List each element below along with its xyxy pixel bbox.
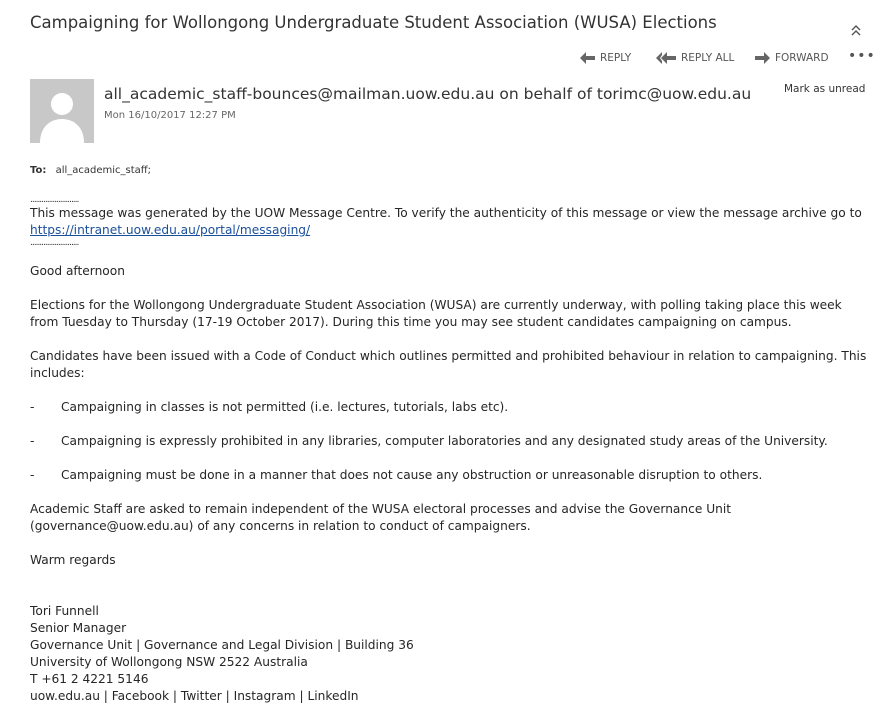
signature-phone: T +61 2 4221 5146	[30, 672, 149, 686]
reply-all-label: REPLY ALL	[681, 52, 735, 64]
signature-address: University of Wollongong NSW 2522 Australia	[30, 655, 308, 669]
separator-bottom: ..........................	[30, 238, 79, 248]
email-body	[30, 196, 870, 705]
list-item	[30, 433, 870, 450]
forward-label: FORWARD	[775, 52, 829, 64]
bullet-marker: -	[30, 400, 35, 414]
to-label: To:	[30, 165, 47, 176]
reply-all-arrow-icon	[656, 52, 676, 64]
list-item	[30, 467, 870, 484]
person-silhouette-icon	[30, 79, 94, 143]
to-recipient-value[interactable]: all_academic_staff;	[55, 165, 152, 176]
reply-all-button[interactable]	[656, 52, 734, 64]
reply-arrow-icon	[580, 52, 595, 64]
list-item	[30, 399, 870, 416]
message-archive-link[interactable]: https://intranet.uow.edu.au/portal/messaging/	[30, 223, 311, 237]
more-actions-button[interactable]	[848, 48, 876, 64]
double-chevron-up-icon	[851, 24, 861, 36]
signature-title: Senior Manager	[30, 621, 127, 635]
paragraph-elections: Elections for the Wollongong Undergraduate Student Association (WUSA) are currently underway, with polling taking place this week from Tuesday to Thursday (17-19 October 2017). During this time you may see student candidates campaigning on campus.	[30, 298, 842, 329]
signature-unit: Governance Unit | Governance and Legal Division | Building 36	[30, 638, 414, 652]
greeting: Good afternoon	[30, 264, 125, 278]
reply-label: REPLY	[600, 52, 632, 64]
bullet-text: Campaigning must be done in a manner that does not cause any obstruction or unreasonable disruption to others.	[61, 468, 763, 482]
closing: Warm regards	[30, 553, 116, 567]
bullet-text: Campaigning in classes is not permitted (i.e. lectures, tutorials, labs etc).	[61, 400, 509, 414]
reply-button[interactable]	[580, 52, 631, 64]
signature-name: Tori Funnell	[30, 604, 99, 618]
forward-button[interactable]	[755, 52, 829, 64]
signature-links: uow.edu.au | Facebook | Twitter | Instagram | LinkedIn	[30, 689, 359, 703]
bullet-marker: -	[30, 468, 35, 482]
notice-text: This message was generated by the UOW Message Centre. To verify the authenticity of this message or view the message archive go to	[30, 206, 862, 220]
to-recipients	[30, 165, 151, 176]
sender-avatar	[30, 79, 94, 143]
forward-arrow-icon	[755, 52, 770, 64]
separator-top: ..........................	[30, 195, 79, 205]
sender-line: all_academic_staff-bounces@mailman.uow.edu.au on behalf of torimc@uow.edu.au	[104, 85, 752, 103]
email-subject: Campaigning for Wollongong Undergraduate Student Association (WUSA) Elections	[30, 13, 717, 32]
sent-date: Mon 16/10/2017 12:27 PM	[104, 110, 236, 121]
bullet-marker: -	[30, 434, 35, 448]
bullet-text: Campaigning is expressly prohibited in any libraries, computer laboratories and any designated study areas of the University.	[61, 434, 828, 448]
paragraph-code-of-conduct: Candidates have been issued with a Code of Conduct which outlines permitted and prohibited behaviour in relation to campaigning. This includes:	[30, 349, 867, 380]
signature-block	[30, 603, 870, 705]
paragraph-academic-staff: Academic Staff are asked to remain independent of the WUSA electoral processes and advise the Governance Unit (governance@uow.edu.au) of any concerns in relation to conduct of campaigners.	[30, 502, 731, 533]
more-dots-icon: •••	[848, 48, 876, 64]
collapse-header-button[interactable]	[848, 24, 864, 42]
mark-as-unread-link[interactable]: Mark as unread	[784, 83, 866, 95]
